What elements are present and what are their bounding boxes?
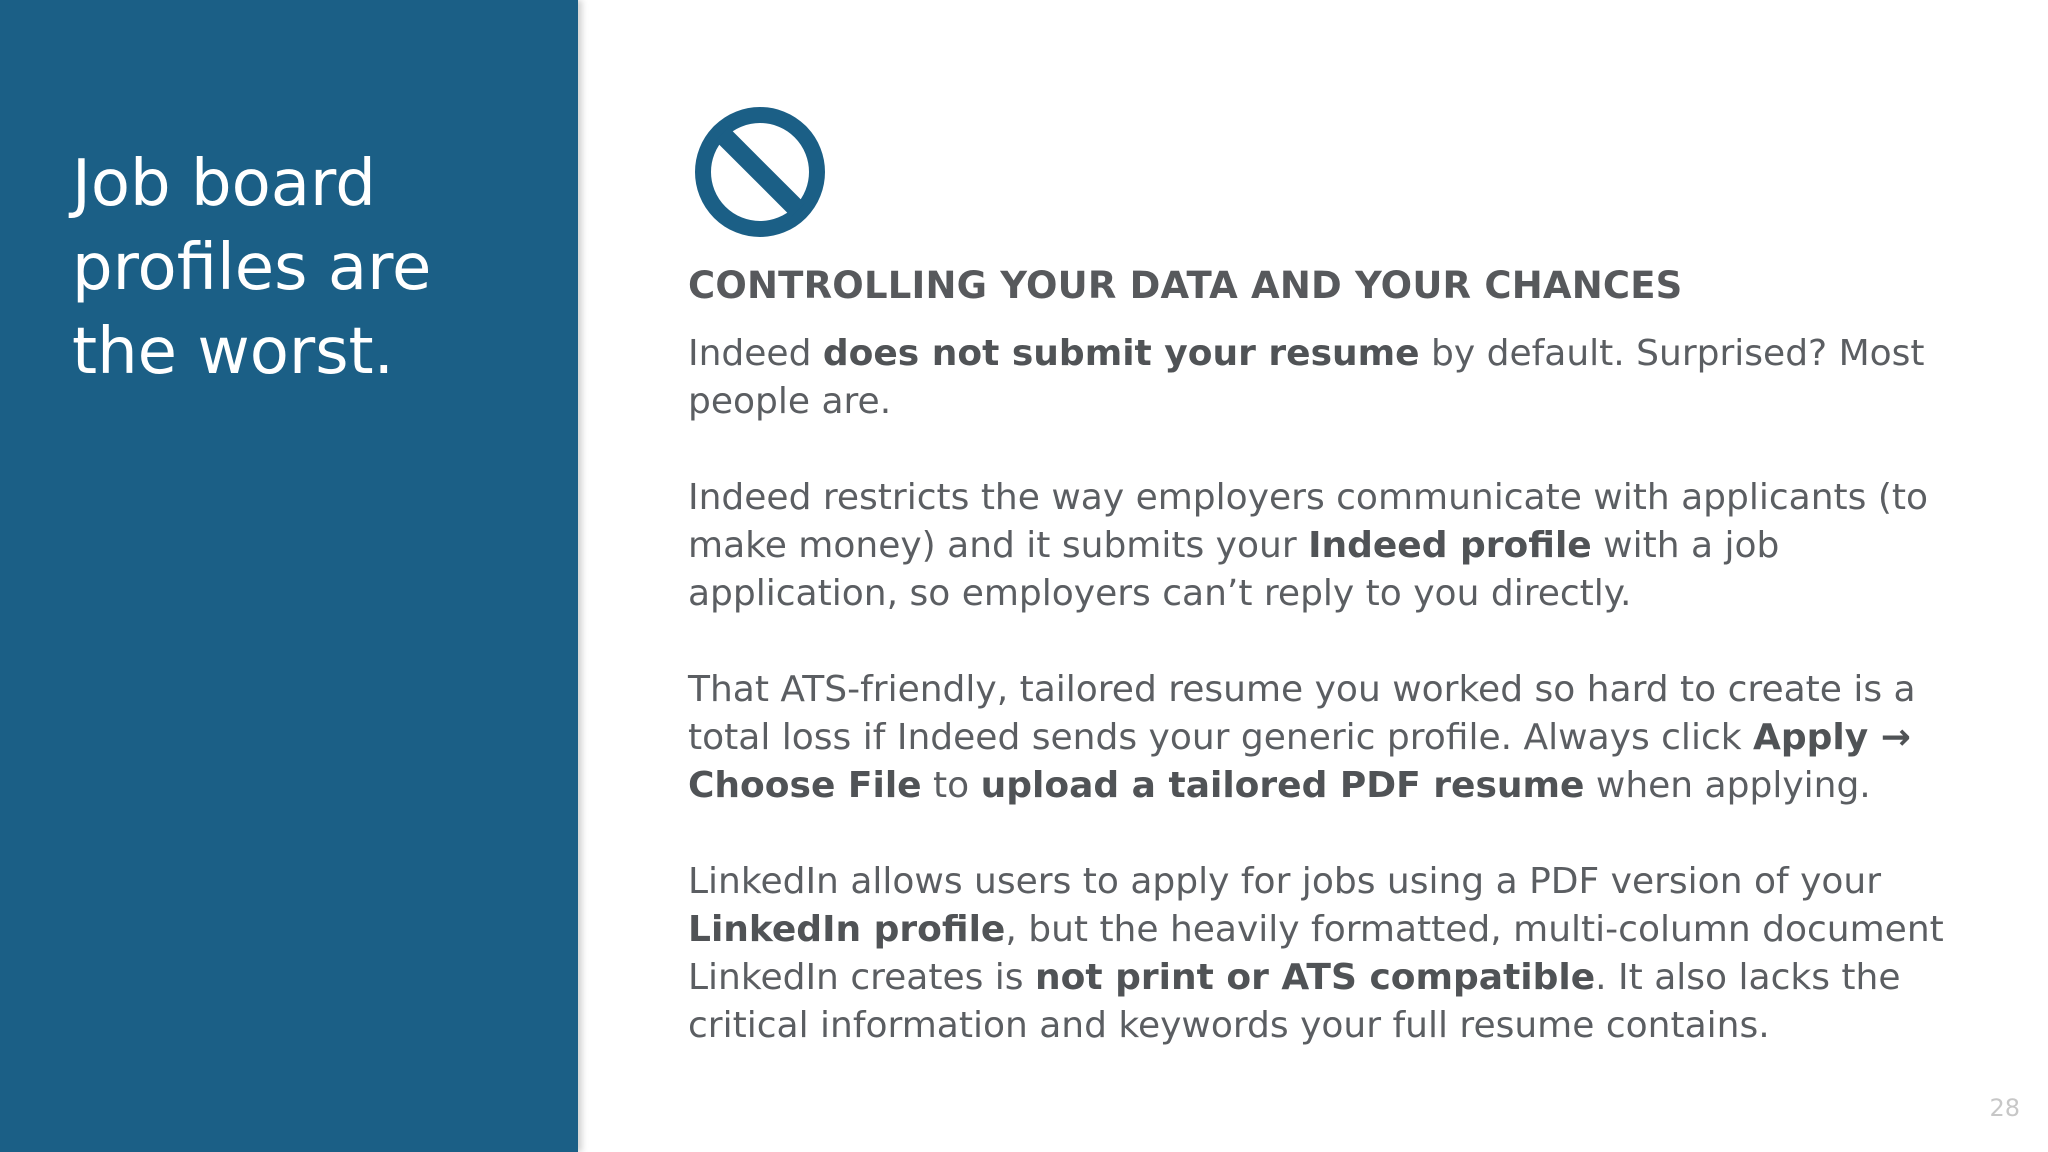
- paragraph-2: [688, 474, 1978, 618]
- paragraph-2-text: with a job application, so employers can’t reply to you directly.: [688, 525, 1780, 614]
- paragraph-3-text: to: [921, 765, 981, 806]
- paragraph-4-text: LinkedIn allows users to apply for jobs using a PDF version of your: [688, 861, 1882, 902]
- prohibited-icon: [694, 106, 826, 238]
- slide-body: [688, 258, 1978, 1098]
- paragraph-4-text: , but the heavily formatted, multi-column document LinkedIn creates is: [688, 909, 1944, 998]
- paragraph-2-text: Indeed restricts the way employers communicate with applicants (to make money) and it submits your: [688, 477, 1929, 566]
- paragraph-1-text: by default. Surprised? Most people are.: [688, 333, 1925, 422]
- title-panel: [0, 0, 578, 1152]
- paragraph-3-bold: upload a tailored PDF resume: [980, 765, 1585, 806]
- page-number: 28: [1989, 1094, 2020, 1122]
- paragraph-4-text: . It also lacks the critical information and keywords your full resume contains.: [688, 957, 1901, 1046]
- slide-title: Job board profiles are the worst.: [72, 147, 432, 389]
- paragraph-4-bold: LinkedIn profile: [688, 909, 1006, 950]
- section-heading: CONTROLLING YOUR DATA AND YOUR CHANCES: [688, 264, 1683, 307]
- paragraph-3-text: when applying.: [1584, 765, 1871, 806]
- paragraph-4-bold: not print or ATS compatible: [1035, 957, 1596, 998]
- paragraph-2-bold: Indeed profile: [1308, 525, 1592, 566]
- paragraph-4: [688, 858, 1978, 1050]
- paragraph-3-text: That ATS-friendly, tailored resume you worked so hard to create is a total loss if Indeed sends your generic profile. Always click: [688, 669, 1916, 758]
- paragraph-3: [688, 666, 1978, 810]
- paragraph-1-text: Indeed: [688, 333, 823, 374]
- paragraph-3-bold: Apply → Choose File: [688, 717, 1911, 806]
- paragraph-1: [688, 330, 1978, 426]
- paragraph-1-bold: does not submit your resume: [822, 333, 1420, 374]
